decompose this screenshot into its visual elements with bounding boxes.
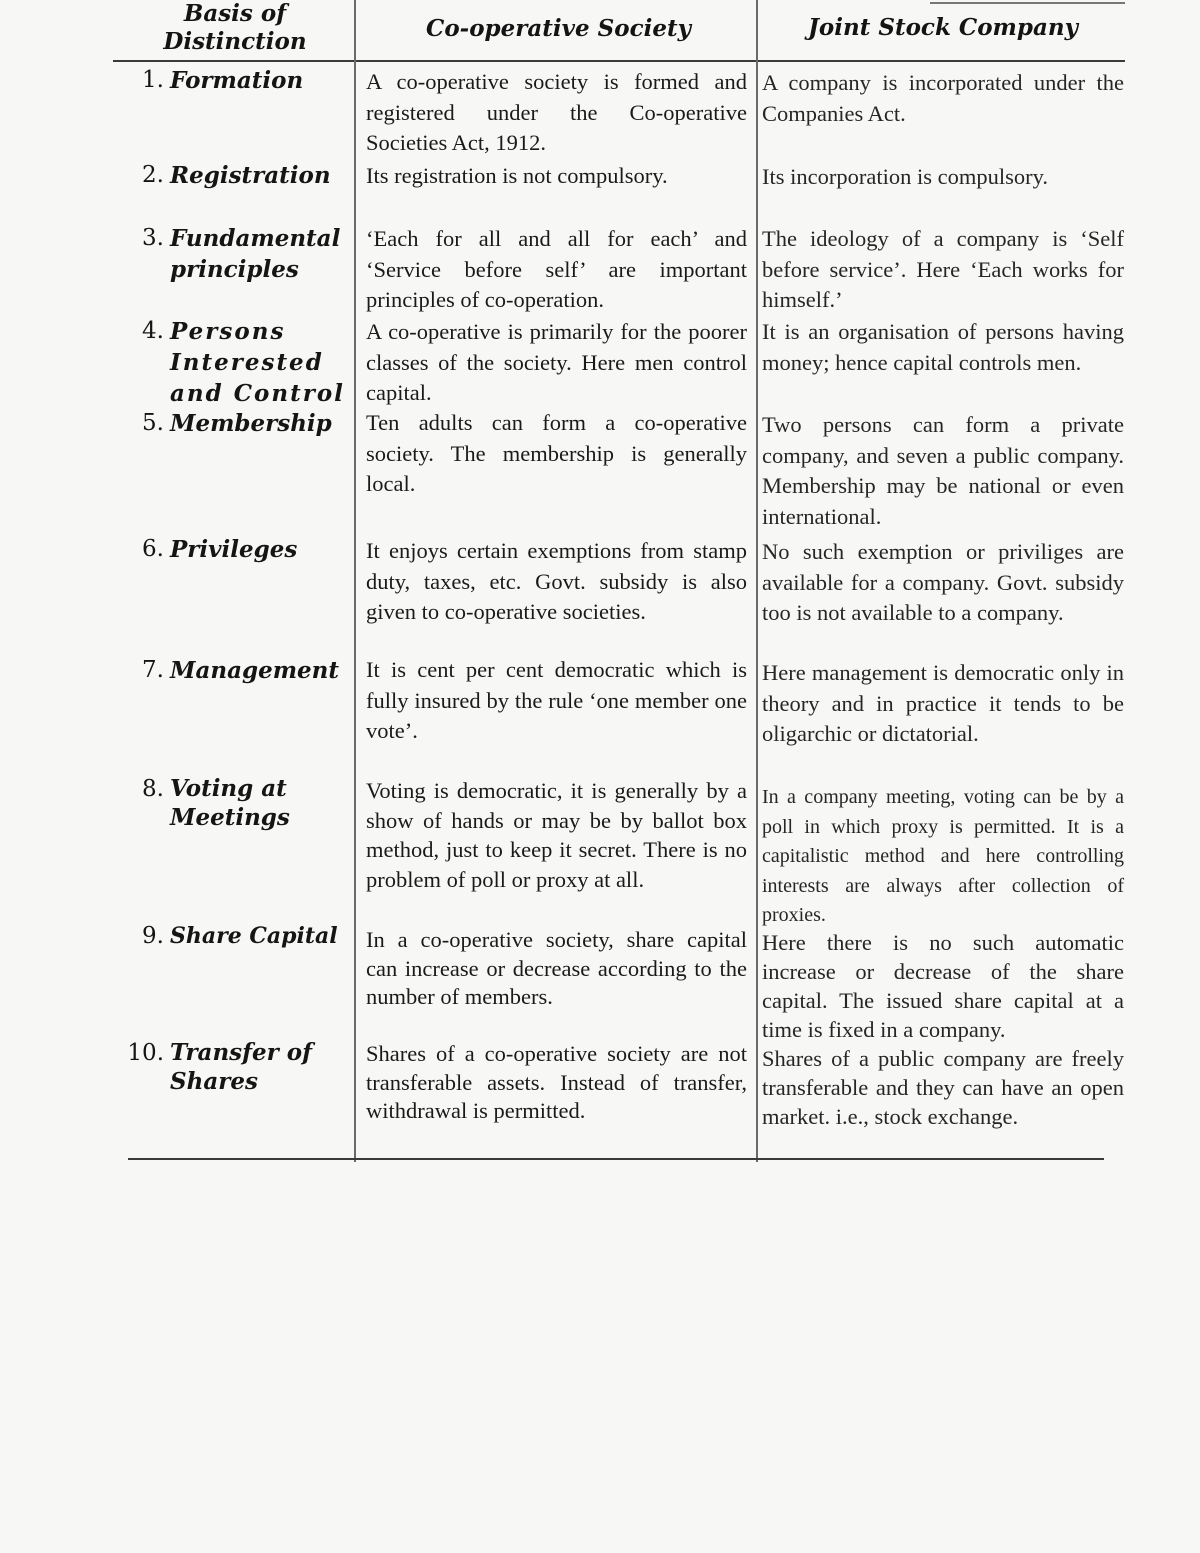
row-number: 6. [142, 536, 164, 562]
company-cell: Here management is democratic only in theory and in practice it tends to be oligarchic or dictatorial. [762, 660, 1124, 746]
row-basis [118, 408, 356, 439]
company-cell: In a company meeting, voting can be by a poll in which proxy is permitted. It is a capitalistic method and here controlling interests are always after collection of proxies. [762, 786, 1124, 926]
cooperative-cell: In a co-operative society, share capital can increase or decrease according to the number of members. [366, 927, 747, 1009]
company-cell: The ideology of a company is ‘Self before service’. Here ‘Each works for himself.’ [762, 226, 1124, 312]
column-divider-2 [756, 0, 758, 1162]
row-term: Registration [170, 162, 331, 189]
company-cell: No such exemption or priviliges are available for a company. Govt. subsidy too is not available to a company. [762, 539, 1124, 625]
row-basis [118, 921, 356, 952]
row-number: 3. [142, 225, 164, 251]
company-cell: Two persons can form a private company, and seven a public company. Membership may be national or even international. [762, 412, 1124, 529]
top-right-rule [930, 2, 1125, 4]
row-number: 5. [142, 410, 164, 436]
row-number: 2. [142, 162, 164, 188]
row-term: Voting at Meetings [170, 775, 290, 831]
row-term: Membership [170, 410, 332, 437]
header-cooperative-society: Co-operative Society [426, 15, 691, 42]
cooperative-cell: Its registration is not compulsory. [366, 163, 668, 188]
company-cell: Here there is no such automatic increase or decrease of the share capital. The issued share capital at a time is fixed in a company. [762, 930, 1124, 1042]
cooperative-cell: A co-operative society is formed and registered under the Co-operative Societies Act, 1912. [366, 69, 747, 155]
cooperative-cell: Voting is democratic, it is generally by a show of hands or may be by ballot box method, just to keep it secret. There is no problem of poll or proxy at all. [366, 778, 747, 892]
row-number: 4. [142, 318, 164, 344]
row-basis [118, 316, 356, 409]
cooperative-cell: Ten adults can form a co-operative society. The membership is generally local. [366, 410, 747, 496]
cooperative-cell: It enjoys certain exemptions from stamp duty, taxes, etc. Govt. subsidy is also given to co-operative societies. [366, 538, 747, 624]
row-basis [118, 774, 356, 832]
row-term: Share Capital [170, 923, 338, 949]
company-cell: Its incorporation is compulsory. [762, 164, 1048, 189]
row-number: 9. [142, 923, 164, 949]
row-number: 8. [142, 776, 164, 802]
row-term: Management [170, 657, 340, 684]
cooperative-cell: A co-operative is primarily for the poorer classes of the society. Here men control capital. [366, 319, 747, 405]
cooperative-cell: ‘Each for all and all for each’ and ‘Service before self’ are important principles of co-operation. [366, 226, 747, 312]
header-rule [113, 60, 1125, 62]
row-basis [118, 534, 356, 565]
row-basis [118, 223, 356, 285]
row-basis [118, 655, 356, 686]
company-cell: It is an organisation of persons having money; hence capital controls men. [762, 319, 1124, 375]
row-number: 1. [142, 67, 164, 93]
bottom-rule [128, 1158, 1104, 1160]
row-term: Persons Interested and Control [170, 318, 345, 407]
row-number: 7. [142, 657, 164, 683]
row-term: Formation [170, 67, 304, 94]
company-cell: Shares of a public company are freely transferable and they can have an open market. i.e., stock exchange. [762, 1046, 1124, 1129]
row-number: 10. [127, 1040, 164, 1066]
cooperative-cell: Shares of a co-operative society are not transferable assets. Instead of transfer, withdrawal is permitted. [366, 1041, 747, 1123]
header-joint-stock-company: Joint Stock Company [808, 14, 1078, 41]
row-basis [118, 1038, 356, 1096]
row-basis [118, 65, 356, 96]
row-basis [118, 160, 356, 191]
header-basis: Basis of Distinction [163, 0, 307, 55]
row-term: Transfer of Shares [170, 1039, 313, 1095]
row-term: Privileges [170, 536, 298, 563]
cooperative-cell: It is cent per cent democratic which is fully insured by the rule ‘one member one vote’. [366, 657, 747, 743]
company-cell: A company is incorporated under the Companies Act. [762, 70, 1124, 126]
row-term: Fundamental principles [170, 225, 341, 283]
